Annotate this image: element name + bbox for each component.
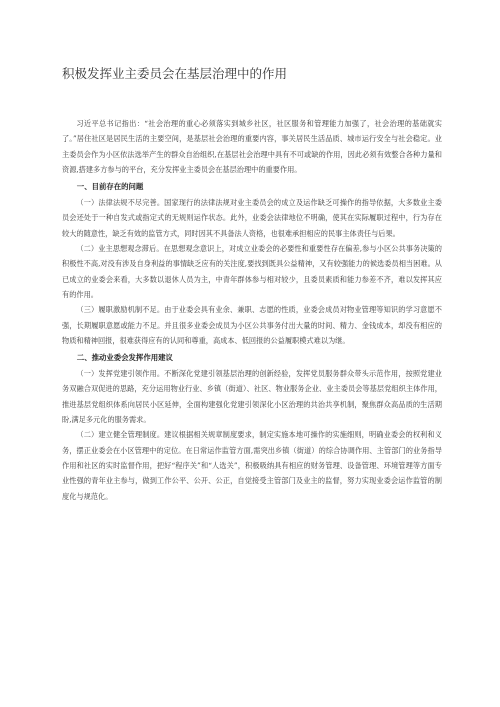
problem-paragraph-mindset: （二）业主思想观念滞后。在思想观念意识上，对成立业委会的必要性和重要性存在偏差,参与小区公共事务决策的积极性不高,对没有涉及自身利益的事情缺乏应有的关注度,要找到既具公益精神，又有较强能力的候选委员相当困难。从已成立的业委会来看，大多数以退休人员为主，中青年群体参与相对较少，且委员素质和能力参差不齐，难以发挥其应有的作用。 bbox=[62, 244, 442, 299]
suggestion-paragraph-party: （一）发挥党建引领作用。不断深化党建引领基层治理的创新经验，发挥党员服务群众带头示范作用，按照党建业务双融合双促进的思路，充分运用物业行业、乡镇（街道）、社区、物业服务企业、业主委员会等基层党组织主体作用，推进基层党组织体系向居民小区延伸，全面构建强化党建引领深化小区治理的共治共享机制，聚焦群众高品质的生活期盼,满足多元化的服务需求。 bbox=[62, 369, 442, 425]
suggestion-paragraph-system: （二）建立健全管理制度。建议根据相关规章制度要求，制定实施本地可操作的实施细则，明确业委会的权利和义务，摆正业委会在小区管理中的定位。在日常运作监管方面,需突出乡镇（街道）的综合协调作用、主管部门的业务指导作用和社区的实时监督作用，把好“程序关”和“人选关”，积极吸纳具有相应的财务管理、设备管理、环境管理等方面专业性强的青年业主参与，做到工作公平、公开、公正，自觉接受主管部门及业主的监督，努力实现业委会运作监管的制度化与规范化。 bbox=[62, 430, 442, 501]
problem-paragraph-incentive: （三）履职激励机制不足。由于业委会具有业余、兼职、志愿的性质，业委会成员对物业管理等知识的学习意愿不强，长期履职意愿或能力不足。并且很多业委会成员为小区公共事务付出大量的时间、精力、金钱成本，却没有相应的物质和精神回报，很难获得应有的认同和尊重，高成本、低回报的公益履职模式难以为继。 bbox=[62, 305, 442, 345]
problem-paragraph-laws: （一）法律法规不尽完善。国家现行的法律法规对业主委员会的成立及运作缺乏可操作的指导依据，大多数业主委员会还处于一种自发式或指定式的无规则运作状态。此外，业委会法律地位不明确，使其在实际履职过程中，行为存在较大的随意性，缺乏有效的监管方式，同时因其不具备法人资格，也很难承担相应的民事主体责任与后果。 bbox=[62, 198, 442, 238]
document-body bbox=[62, 116, 442, 504]
document-title: 积极发挥业主委员会在基层治理中的作用 bbox=[62, 66, 288, 81]
intro-paragraph: 习近平总书记指出：“社会治理的重心必须落实到城乡社区，社区服务和管理能力加强了，社会治理的基础就实了。”居住社区是居民生活的主要空间，是基层社会治理的重要内容，事关居民生活品质、城市运行安全与社会稳定。业主委员会作为小区依法选举产生的群众自治组织,在基层社会治理中具有不可或缺的作用，因此必须有效整合各种力量和资源,搭建多方参与的平台，充分发挥业主委员会在基层治理中的重要作用。 bbox=[62, 119, 442, 174]
section-heading-suggestions: 二、推动业委会发挥作用建议 bbox=[76, 353, 173, 363]
section-heading-problems: 一、目前存在的问题 bbox=[76, 182, 144, 192]
